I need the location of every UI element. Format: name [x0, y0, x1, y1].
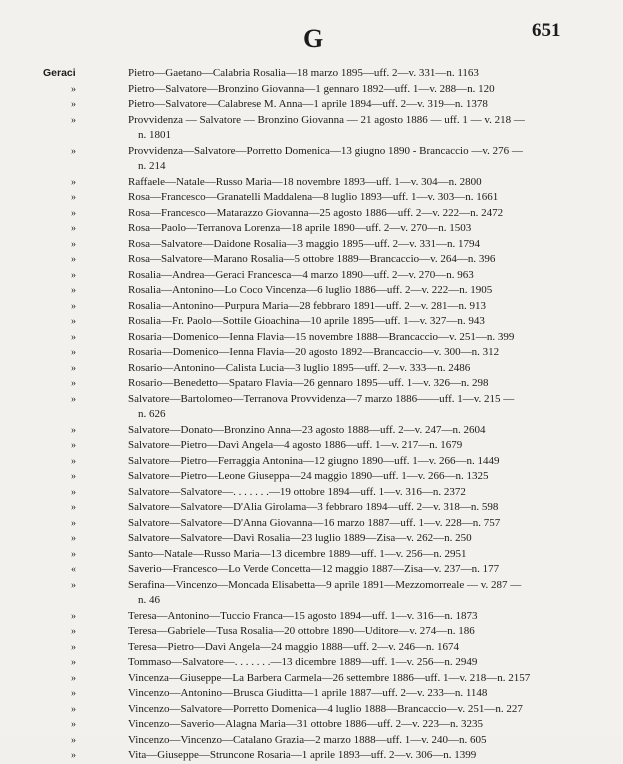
entry-line: Salvatore—Salvatore—D'Alia Girolama—3 febbraro 1894—uff. 2—v. 318—n. 598 [128, 501, 499, 513]
entry-text [128, 423, 580, 439]
ditto-mark: » [71, 83, 76, 95]
ditto-mark: » [71, 331, 76, 343]
ditto-mark: » [71, 99, 76, 110]
register-entry [0, 609, 623, 625]
entry-text [128, 500, 580, 516]
ditto-mark: » [71, 316, 76, 327]
entry-line: Rosa—Paolo—Terranova Lorenza—18 aprile 1890—uff. 2—v. 270—n. 1503 [128, 222, 472, 234]
entry-line: Santo—Natale—Russo Maria—13 dicembre 1889—uff. 1—v. 256—n. 2951 [128, 547, 467, 560]
register-entry [0, 268, 623, 284]
entry-text [128, 97, 580, 113]
ditto-mark: » [71, 517, 76, 529]
register-entry [0, 97, 623, 113]
entry-line: Salvatore—Bartolomeo—Terranova Provvidenza—7 marzo 1886——uff. 1—v. 215 — [128, 392, 515, 405]
ditto-mark: » [71, 393, 76, 405]
register-entry [0, 562, 623, 578]
entry-continuation-line: n. 1801 [138, 129, 171, 141]
register-entry [0, 485, 623, 501]
entry-text [128, 562, 580, 578]
entry-line: Rosalia—Antonino—Lo Coco Vincenza—6 luglio 1886—uff. 2—v. 222—n. 1905 [128, 284, 493, 296]
entry-line: Rosaria—Domenico—Ienna Flavia—20 agosto 1892—Brancaccio—v. 300—n. 312 [128, 346, 500, 358]
entry-text [128, 454, 580, 470]
ditto-mark: » [71, 223, 76, 234]
entry-text [128, 609, 580, 625]
ditto-mark: « [71, 564, 76, 575]
ditto-mark: » [71, 300, 76, 312]
entry-text [128, 82, 580, 98]
entry-line: Rosaria—Domenico—Ienna Flavia—15 novembre 1888—Brancaccio—v. 251—n. 399 [128, 330, 515, 343]
entry-text [128, 345, 580, 361]
ditto-mark: » [71, 688, 76, 699]
entry-text [128, 268, 580, 284]
ditto-mark: » [71, 533, 76, 544]
register-entry [0, 221, 623, 237]
entry-line: Saverio—Francesco—Lo Verde Concetta—12 maggio 1887—Zisa—v. 237—n. 177 [128, 563, 500, 575]
entry-text [128, 376, 580, 392]
register-entry [0, 500, 623, 516]
entry-text [128, 314, 580, 330]
register-entry [0, 392, 623, 423]
entry-line: Pietro—Salvatore—Calabrese M. Anna—1 aprile 1894—uff. 2—v. 319—n. 1378 [128, 98, 488, 110]
ditto-mark: » [71, 734, 76, 746]
page-number: 651 [532, 20, 561, 41]
register-entry [0, 516, 623, 532]
ditto-mark: » [71, 192, 76, 203]
entry-line: Rosa—Francesco—Granatelli Maddalena—8 luglio 1893—uff. 1—v. 303—n. 1661 [128, 191, 499, 203]
register-entry [0, 547, 623, 563]
section-letter: G [303, 24, 324, 53]
entry-line: Salvatore—Pietro—Ferraggia Antonina—12 giugno 1890—uff. 1—v. 266—n. 1449 [128, 454, 500, 467]
entry-line: Vita—Giuseppe—Struncone Rosaria—1 aprile 1893—uff. 2—v. 306—n. 1399 [128, 749, 477, 761]
entry-text [128, 516, 580, 532]
entry-line: Salvatore—Donato—Bronzino Anna—23 agosto 1888—uff. 2—v. 247—n. 2604 [128, 423, 486, 436]
entry-text [128, 655, 580, 671]
ditto-mark: » [71, 719, 76, 730]
register-entry [0, 578, 623, 609]
ditto-mark: » [71, 347, 76, 358]
ditto-mark: » [71, 145, 76, 157]
register-entry [0, 252, 623, 268]
entry-line: Salvatore—Pietro—Leone Giuseppa—24 maggio 1890—uff. 1—v. 266—n. 1325 [128, 470, 489, 482]
ditto-mark: » [71, 641, 76, 653]
register-entry [0, 330, 623, 346]
register-entry [0, 686, 623, 702]
entry-continuation-line: n. 214 [138, 160, 166, 172]
ditto-mark: » [71, 486, 76, 498]
ditto-mark: » [71, 362, 76, 374]
entry-line: Vincenzo—Antonino—Brusca Giuditta—1 aprile 1887—uff. 2—v. 233—n. 1148 [128, 687, 488, 699]
entry-line: Salvatore—Salvatore—Davì Rosalia—23 luglio 1889—Zisa—v. 262—n. 250 [128, 532, 472, 544]
ditto-mark: » [71, 703, 76, 715]
entry-text [128, 547, 580, 563]
entry-line: Rosario—Benedetto—Spataro Flavia—26 gennaro 1895—uff. 1—v. 326—n. 298 [128, 377, 489, 389]
ditto-mark: » [71, 114, 76, 126]
entry-continuation-line: n. 626 [138, 408, 166, 420]
register-entry [0, 624, 623, 640]
entry-line: Vincenzo—Vincenzo—Catalano Grazia—2 marzo 1888—uff. 1—v. 240—n. 605 [128, 733, 487, 746]
entry-line: Serafina—Vincenzo—Moncada Elisabetta—9 aprile 1891—Mezzomorreale — v. 287 — [128, 578, 522, 591]
register-entry [0, 423, 623, 439]
entry-line: Tommaso—Salvatore—. . . . . . .—13 dicembre 1889—uff. 1—v. 256—n. 2949 [128, 656, 478, 668]
entry-line: Rosario—Antonino—Calista Lucia—3 luglio 1895—uff. 2—v. 333—n. 2486 [128, 361, 471, 374]
ditto-mark: » [71, 502, 76, 513]
entry-text [128, 640, 580, 656]
entry-text [128, 733, 580, 749]
ditto-mark: » [71, 440, 76, 451]
entry-line: Provvidenza—Salvatore—Porretto Domenica—13 giugno 1890 - Brancaccio —v. 276 — [128, 144, 523, 157]
ditto-mark: » [71, 750, 76, 761]
entry-line: Salvatore—Pietro—Davì Angela—4 agosto 1886—uff. 1—v. 217—n. 1679 [128, 439, 463, 451]
entry-line: Rosalia—Fr. Paolo—Sottile Gioachina—10 aprile 1895—uff. 1—v. 327—n. 943 [128, 315, 485, 327]
entry-text [128, 66, 580, 82]
entry-text [128, 299, 580, 315]
register-entry [0, 283, 623, 299]
entry-text [128, 717, 580, 733]
entry-line: Rosalia—Andrea—Geraci Francesca—4 marzo 1890—uff. 2—v. 270—n. 963 [128, 268, 474, 281]
entry-text [128, 531, 580, 547]
ditto-mark: » [71, 610, 76, 622]
entry-line: Pietro—Salvatore—Bronzino Giovanna—1 gennaro 1892—uff. 1—v. 288—n. 120 [128, 82, 495, 95]
ditto-mark: » [71, 657, 76, 668]
register-entry [0, 702, 623, 718]
ditto-mark: » [71, 207, 76, 219]
entry-line: Vincenzo—Saverio—Alagna Maria—31 ottobre 1886—uff. 2—v. 223—n. 3235 [128, 718, 483, 730]
register-entry [0, 655, 623, 671]
entry-text [128, 702, 580, 718]
entry-line: Rosa—Salvatore—Daidone Rosalia—3 maggio 1895—uff. 2—v. 331—n. 1794 [128, 237, 480, 250]
entry-text [128, 392, 580, 423]
entry-text [128, 748, 580, 764]
entry-continuation-line: n. 46 [138, 594, 160, 606]
entry-text [128, 175, 580, 191]
register-entry [0, 206, 623, 222]
ditto-mark: » [71, 548, 76, 560]
register-entry [0, 640, 623, 656]
ditto-mark: » [71, 238, 76, 250]
register-entry [0, 376, 623, 392]
entry-line: Rosalia—Antonino—Purpura Maria—28 febbraro 1891—uff. 2—v. 281—n. 913 [128, 299, 487, 312]
entry-text [128, 252, 580, 268]
entry-text [128, 144, 580, 175]
entry-line: Rosa—Francesco—Matarazzo Giovanna—25 agosto 1886—uff. 2—v. 222—n. 2472 [128, 206, 504, 219]
register-entry [0, 469, 623, 485]
entry-line: Raffaele—Natale—Russo Maria—18 novembre 1893—uff. 1—v. 304—n. 2800 [128, 175, 482, 188]
register-entry [0, 748, 623, 764]
surname-heading: Geraci [43, 67, 76, 79]
entry-line: Vincenzo—Salvatore—Porretto Domenica—4 luglio 1888—Brancaccio—v. 251—n. 227 [128, 702, 523, 715]
entry-line: Teresa—Antonino—Tuccio Franca—15 agosto 1894—uff. 1—v. 316—n. 1873 [128, 609, 478, 622]
ditto-mark: » [71, 378, 76, 389]
register-entry [0, 717, 623, 733]
entry-line: Pietro—Gaetano—Calabria Rosalia—18 marzo 1895—uff. 2—v. 331—n. 1163 [128, 67, 479, 79]
ditto-mark: » [71, 455, 76, 467]
entry-line: Rosa—Salvatore—Marano Rosalia—5 ottobre 1889—Brancaccio—v. 264—n. 396 [128, 253, 496, 265]
register-entry [0, 314, 623, 330]
register-entry [0, 671, 623, 687]
entry-text [128, 113, 580, 144]
ditto-mark: » [71, 626, 76, 637]
entry-line: Salvatore—Salvatore—D'Anna Giovanna—16 marzo 1887—uff. 1—v. 228—n. 757 [128, 516, 501, 529]
entry-text [128, 283, 580, 299]
entry-line: Salvatore—Salvatore—. . . . . . .—19 ottobre 1894—uff. 1—v. 316—n. 2372 [128, 485, 466, 498]
entry-line: Vincenza—Giuseppe—La Barbera Carmela—26 settembre 1886—uff. 1—v. 218—n. 2157 [128, 671, 531, 684]
entry-text [128, 361, 580, 377]
entry-line: Teresa—Gabriele—Tusa Rosalia—20 ottobre 1890—Uditore—v. 274—n. 186 [128, 625, 475, 637]
ditto-mark: » [71, 672, 76, 684]
entry-text [128, 438, 580, 454]
entry-text [128, 578, 580, 609]
register-entry [0, 113, 623, 144]
entry-text [128, 624, 580, 640]
register-entry [0, 361, 623, 377]
ditto-mark: » [71, 285, 76, 296]
ditto-mark: » [71, 579, 76, 591]
register-entry [0, 144, 623, 175]
entry-text [128, 221, 580, 237]
register-entry [0, 733, 623, 749]
register-entry [0, 454, 623, 470]
ditto-mark: » [71, 424, 76, 436]
register-entry [0, 190, 623, 206]
entry-line: Teresa—Pietro—Davì Angela—24 maggio 1888—uff. 2—v. 246—n. 1674 [128, 640, 460, 653]
ditto-mark: » [71, 269, 76, 281]
register-entry [0, 438, 623, 454]
register-entry [0, 531, 623, 547]
ditto-mark: » [71, 254, 76, 265]
entry-line: Provvidenza — Salvatore — Bronzino Giovanna — 21 agosto 1886 — uff. 1 — v. 218 — [128, 113, 525, 126]
entry-text [128, 190, 580, 206]
entry-text [128, 206, 580, 222]
entry-text [128, 671, 580, 687]
entry-text [128, 469, 580, 485]
entry-text [128, 485, 580, 501]
register-entry [0, 237, 623, 253]
ditto-mark: » [71, 176, 76, 188]
entry-text [128, 686, 580, 702]
entry-text [128, 330, 580, 346]
entry-text [128, 237, 580, 253]
register-entry [0, 345, 623, 361]
register-entries [0, 66, 623, 764]
ditto-mark: » [71, 471, 76, 482]
register-entry [0, 82, 623, 98]
register-entry [0, 66, 623, 82]
register-entry [0, 175, 623, 191]
register-entry [0, 299, 623, 315]
